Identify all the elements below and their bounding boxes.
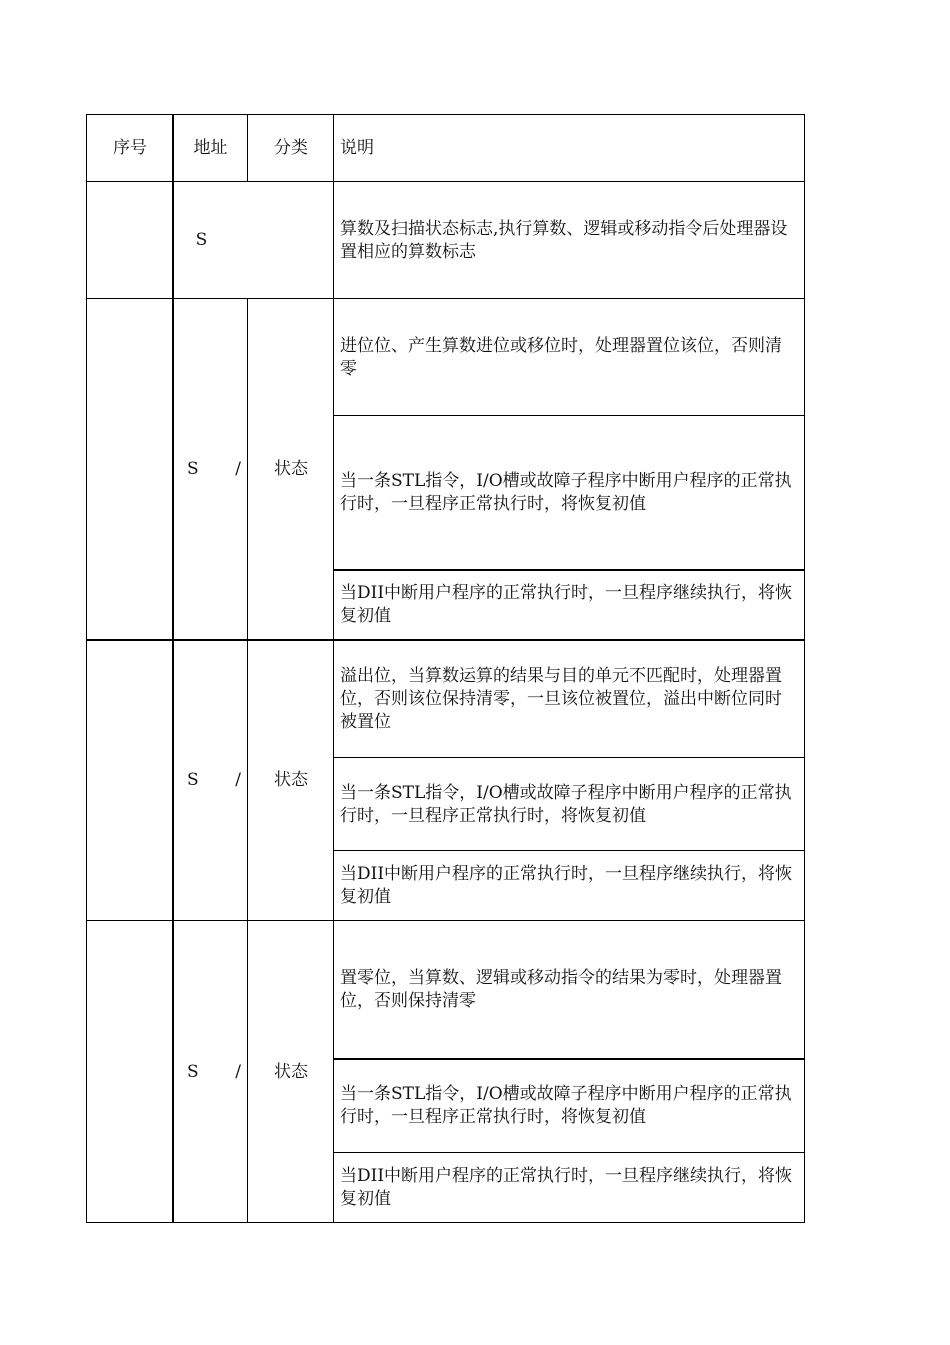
row-3-description-1: 溢出位，当算数运算的结果与目的单元不匹配时，处理器置位，否则该位保持清零，一旦该位被置位，溢出中断位同时被置位: [340, 665, 782, 732]
row-4-description-3: 当DII中断用户程序的正常执行时，一旦程序继续执行，将恢复初值: [340, 1166, 793, 1209]
grid-line: [334, 757, 805, 758]
grid-line: [334, 850, 805, 851]
row-4-address: [174, 921, 247, 1223]
grid-line: [86, 114, 87, 1223]
row-1-description: 算数及扫描状态标志,执行算数、逻辑或移动指令后处理器设置相应的算数标志: [340, 218, 788, 262]
grid-line: [172, 114, 174, 1223]
row-3-description-2: 当一条STL指令，I/O槽或故障子程序中断用户程序的正常执行时，一旦程序正常执行时，将恢复初值: [340, 782, 792, 826]
row-3-address-letter: S: [187, 770, 199, 790]
row-4-description-2: 当一条STL指令，I/O槽或故障子程序中断用户程序的正常执行时，一旦程序正常执行时，将恢复初值: [340, 1084, 792, 1127]
grid-line: [247, 114, 248, 182]
row-2-category: 状态: [274, 459, 308, 479]
grid-line: [334, 1152, 805, 1153]
header-category: 分类: [274, 138, 308, 158]
row-4-address-suffix: /: [235, 1061, 241, 1082]
grid-line: [334, 415, 805, 416]
row-2-address: [174, 299, 247, 640]
row-1-address: S: [195, 230, 208, 250]
row-3-category: 状态: [274, 770, 308, 790]
row-2-address-suffix: /: [235, 459, 241, 479]
row-2-description-3: 当DII中断用户程序的正常执行时，一旦程序继续执行，将恢复初值: [340, 583, 793, 626]
grid-line: [86, 639, 805, 641]
grid-line: [247, 298, 248, 1223]
grid-line: [86, 1222, 805, 1223]
grid-line: [86, 920, 805, 921]
row-3-description-3: 当DII中断用户程序的正常执行时，一旦程序继续执行，将恢复初值: [340, 864, 793, 907]
grid-line: [333, 114, 334, 1223]
row-4-description-1: 置零位，当算数、逻辑或移动指令的结果为零时，处理器置位，否则保持清零: [340, 968, 782, 1011]
row-3-address: [174, 640, 247, 921]
grid-line: [86, 181, 805, 182]
header-address: 地址: [193, 138, 228, 158]
row-2-description-1: 进位位、产生算数进位或移位时，处理器置位该位，否则清零: [340, 335, 782, 379]
row-4-address-letter: S: [187, 1061, 199, 1082]
grid-line: [86, 114, 805, 115]
header-description: 说明: [340, 138, 374, 158]
row-4-category: 状态: [274, 1061, 308, 1082]
header-index: 序号: [113, 138, 147, 158]
grid-line: [804, 114, 805, 1223]
grid-line: [334, 569, 805, 571]
row-2-description-2: 当一条STL指令，I/O槽或故障子程序中断用户程序的正常执行时，一旦程序正常执行时，将恢复初值: [340, 471, 792, 514]
row-2-address-letter: S: [187, 459, 199, 479]
grid-line: [334, 1058, 805, 1060]
row-3-address-suffix: /: [235, 770, 241, 790]
grid-line: [86, 298, 805, 299]
